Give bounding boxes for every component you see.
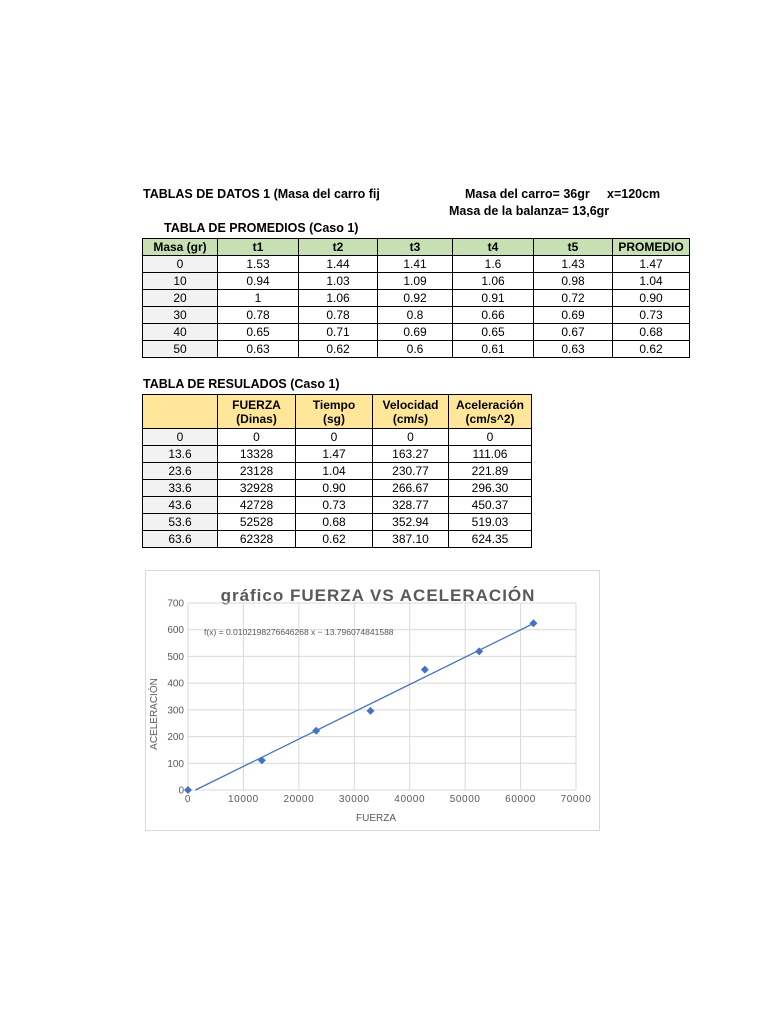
data-point	[184, 786, 192, 794]
table-row	[143, 290, 690, 307]
table-cell: 0	[143, 429, 218, 446]
distance-label: x=120cm	[607, 187, 661, 201]
table-cell: 30	[143, 307, 218, 324]
column-header: t3	[378, 239, 453, 256]
x-tick-label: 40000	[394, 794, 426, 805]
table-cell: 0.62	[613, 341, 690, 358]
table-cell: 63.6	[143, 531, 218, 548]
y-tick-label: 500	[167, 651, 184, 663]
balance-mass-label: Masa de la balanza= 13,6gr	[449, 204, 610, 218]
column-header: t5	[534, 239, 613, 256]
table-cell: 0.8	[378, 307, 453, 324]
table-cell: 1.09	[378, 273, 453, 290]
table-cell: 387.10	[373, 531, 449, 548]
table-cell: 0.63	[534, 341, 613, 358]
y-tick-label: 400	[167, 678, 184, 690]
table-cell: 0.68	[296, 514, 373, 531]
trendline	[195, 624, 533, 790]
data-point	[312, 727, 320, 735]
table-header-row	[143, 395, 532, 429]
table-cell: 0.6	[378, 341, 453, 358]
column-header: PROMEDIO	[613, 239, 690, 256]
table-cell: 1.04	[613, 273, 690, 290]
table-cell: 0	[296, 429, 373, 446]
column-header	[296, 395, 373, 429]
table-cell: 0.92	[378, 290, 453, 307]
table-cell: 20	[143, 290, 218, 307]
table-cell: 0.98	[534, 273, 613, 290]
table-cell: 43.6	[143, 497, 218, 514]
table-cell: 0.62	[296, 531, 373, 548]
chart-trendline	[195, 624, 533, 790]
table-cell: 23.6	[143, 463, 218, 480]
table-cell: 0.73	[296, 497, 373, 514]
table-cell: 32928	[218, 480, 296, 497]
table-row	[143, 429, 532, 446]
y-axis-label: ACELERACIÓN	[149, 678, 160, 750]
table-cell: 1.04	[296, 463, 373, 480]
column-header	[143, 395, 218, 429]
table-cell: 352.94	[373, 514, 449, 531]
table-row	[143, 307, 690, 324]
column-header: Masa (gr)	[143, 239, 218, 256]
table-header-row	[143, 239, 690, 256]
column-header-line: Velocidad	[382, 397, 439, 412]
table-cell: 1.53	[218, 256, 299, 273]
table-cell: 1.6	[453, 256, 534, 273]
table-cell: 0.66	[453, 307, 534, 324]
table-cell: 0	[143, 256, 218, 273]
table-row	[143, 497, 532, 514]
table-cell: 1.06	[453, 273, 534, 290]
y-tick-label: 200	[167, 732, 184, 744]
table-cell: 0.63	[218, 341, 299, 358]
table-cell: 0.71	[299, 324, 378, 341]
table-cell: 1.47	[296, 446, 373, 463]
y-tick-label: 600	[167, 625, 184, 637]
column-header	[449, 395, 532, 429]
table-cell: 40	[143, 324, 218, 341]
column-header	[373, 395, 449, 429]
column-header-line: (Dinas)	[236, 411, 277, 426]
table-cell: 53.6	[143, 514, 218, 531]
column-header-line: (sg)	[323, 411, 345, 426]
x-tick-label: 0	[184, 794, 192, 805]
chart-svg	[146, 571, 599, 830]
table-cell: 519.03	[449, 514, 532, 531]
table-cell: 0.90	[613, 290, 690, 307]
table-row	[143, 514, 532, 531]
table-cell: 1.47	[613, 256, 690, 273]
column-header-line: (cm/s^2)	[465, 411, 515, 426]
table-cell: 0.62	[299, 341, 378, 358]
table-cell: 1.44	[299, 256, 378, 273]
table-cell: 296.30	[449, 480, 532, 497]
table-cell: 1	[218, 290, 299, 307]
x-tick-label: 30000	[338, 794, 370, 805]
data-point	[421, 666, 429, 674]
table-cell: 0	[218, 429, 296, 446]
table-row	[143, 531, 532, 548]
table-cell: 0.61	[453, 341, 534, 358]
table-cell: 0.65	[453, 324, 534, 341]
chart-data-points	[184, 619, 537, 794]
table-cell: 1.43	[534, 256, 613, 273]
table-row	[143, 256, 690, 273]
table-row	[143, 341, 690, 358]
table-cell: 10	[143, 273, 218, 290]
data-point	[367, 707, 375, 715]
table-cell: 23128	[218, 463, 296, 480]
table-cell: 13328	[218, 446, 296, 463]
table-cell: 42728	[218, 497, 296, 514]
x-tick-label: 50000	[449, 794, 481, 805]
data-point	[529, 619, 537, 627]
table-cell: 0.67	[534, 324, 613, 341]
x-tick-label: 10000	[228, 794, 259, 805]
table-cell: 0	[449, 429, 532, 446]
force-vs-acceleration-chart	[145, 570, 600, 831]
table-cell: 0	[373, 429, 449, 446]
table-row	[143, 324, 690, 341]
table-cell: 450.37	[449, 497, 532, 514]
table-cell: 111.06	[449, 446, 532, 463]
column-header-line: Aceleración	[455, 397, 525, 412]
column-header: t4	[453, 239, 534, 256]
table-cell: 0.72	[534, 290, 613, 307]
y-tick-label: 700	[167, 598, 184, 610]
table-cell: 52528	[218, 514, 296, 531]
averages-table	[142, 238, 690, 358]
table-cell: 221.89	[449, 463, 532, 480]
table-row	[143, 273, 690, 290]
table-row	[143, 480, 532, 497]
results-table-title: TABLA DE RESULADOS (Caso 1)	[143, 377, 340, 391]
table-cell: 50	[143, 341, 218, 358]
table-cell: 1.03	[299, 273, 378, 290]
column-header-line: (cm/s)	[392, 411, 429, 426]
table-cell: 0.78	[218, 307, 299, 324]
table-cell: 230.77	[373, 463, 449, 480]
table-cell: 0.69	[378, 324, 453, 341]
table-cell: 33.6	[143, 480, 218, 497]
y-tick-label: 100	[167, 758, 184, 770]
x-tick-label: 60000	[505, 794, 536, 805]
table-cell: 62328	[218, 531, 296, 548]
table-cell: 328.77	[373, 497, 449, 514]
table-cell: 1.41	[378, 256, 453, 273]
table-row	[143, 446, 532, 463]
table-cell: 0.78	[299, 307, 378, 324]
table-cell: 0.73	[613, 307, 690, 324]
cart-mass-label: Masa del carro= 36gr	[465, 187, 590, 201]
column-header	[218, 395, 296, 429]
x-axis-label: FUERZA	[356, 813, 396, 824]
table-cell: 13.6	[143, 446, 218, 463]
table-cell: 266.67	[373, 480, 449, 497]
column-header: t1	[218, 239, 299, 256]
table-cell: 0.65	[218, 324, 299, 341]
table-row	[143, 463, 532, 480]
table-cell: 0.69	[534, 307, 613, 324]
y-tick-label: 0	[178, 785, 184, 797]
results-table	[142, 394, 532, 548]
table-cell: 1.06	[299, 290, 378, 307]
chart-title: gráfico FUERZA VS ACELERACIÓN	[220, 586, 536, 605]
x-tick-label: 70000	[560, 794, 592, 805]
table-cell: 0.91	[453, 290, 534, 307]
trendline-equation: f(x) = 0.0102198276646268 x − 13.796074841588	[204, 627, 394, 637]
table-cell: 0.94	[218, 273, 299, 290]
table-cell: 0.68	[613, 324, 690, 341]
y-tick-label: 300	[167, 705, 184, 717]
table-cell: 624.35	[449, 531, 532, 548]
table-cell: 0.90	[296, 480, 373, 497]
column-header-line: Tiempo	[312, 397, 356, 412]
x-tick-label: 20000	[283, 794, 315, 805]
averages-table-title: TABLA DE PROMEDIOS (Caso 1)	[164, 221, 359, 235]
column-header-line: FUERZA	[232, 397, 281, 412]
table-cell: 163.27	[373, 446, 449, 463]
column-header: t2	[299, 239, 378, 256]
data-tables-title: TABLAS DE DATOS 1 (Masa del carro fij	[143, 187, 380, 201]
